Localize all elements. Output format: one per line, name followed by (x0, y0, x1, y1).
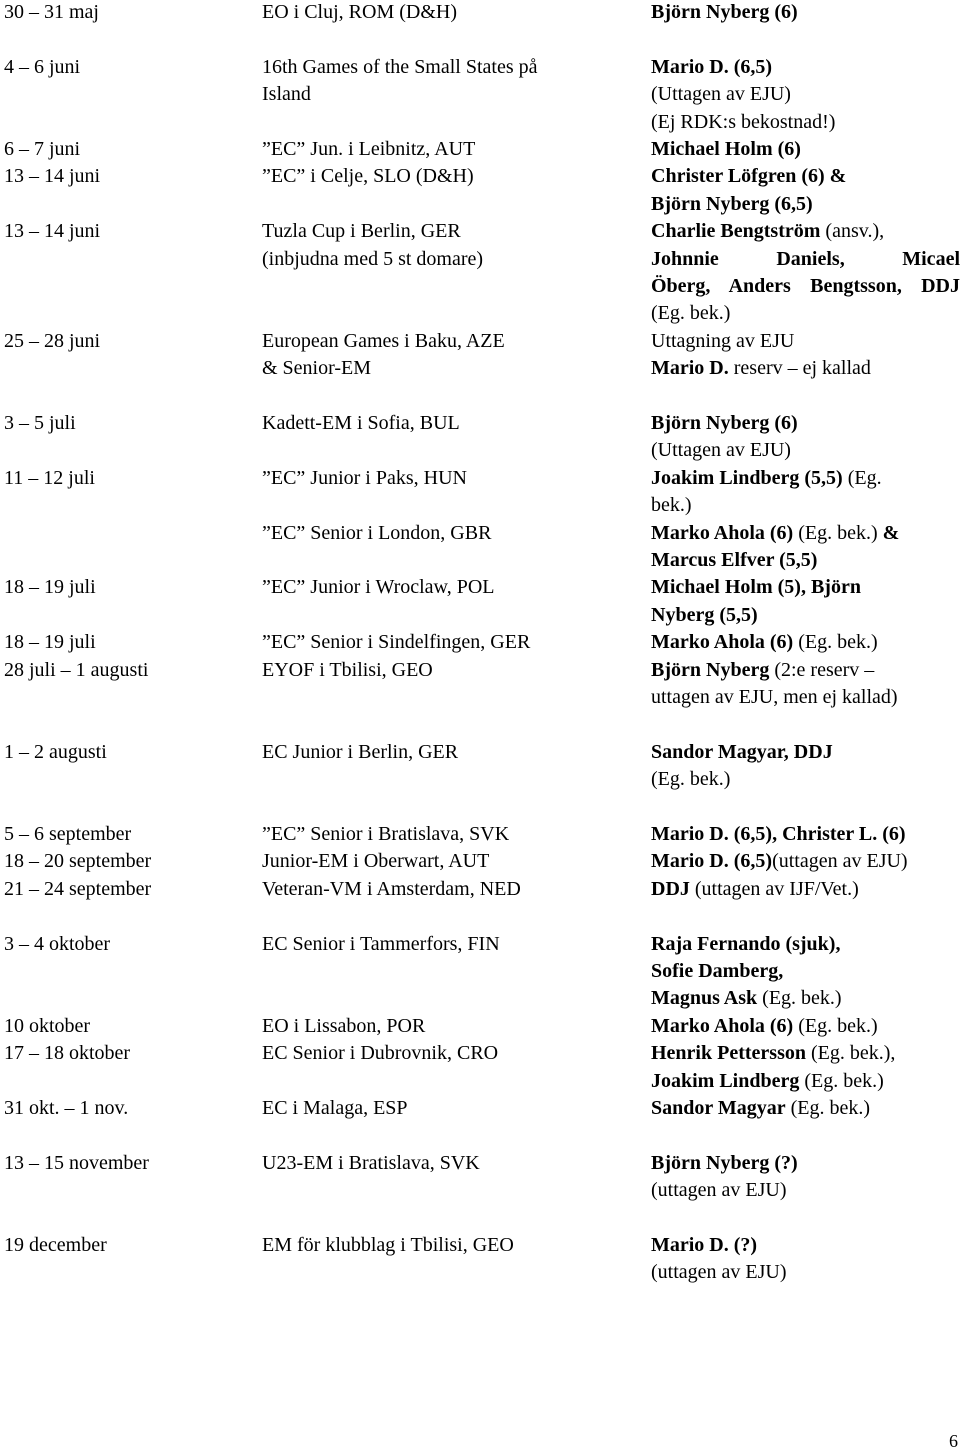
official-note: (Eg. bek.) (793, 631, 878, 654)
official-name: Henrik Pettersson (651, 1042, 806, 1065)
official-line (651, 300, 960, 327)
official-line (651, 739, 960, 766)
official-line (651, 1095, 960, 1122)
official-cell (651, 328, 960, 383)
official-cell (651, 848, 960, 875)
official-line (651, 136, 960, 163)
event-line: ”EC” Junior i Paks, HUN (262, 466, 467, 489)
event-line: EC Junior i Berlin, GER (262, 740, 459, 763)
official-note: (Eg. bek.) (785, 1097, 871, 1119)
date-cell: 19 december (4, 1234, 107, 1256)
event-line: EM för klubblag i Tbilisi, GEO (262, 1234, 514, 1256)
official-line (651, 492, 960, 519)
date-cell: 10 oktober (4, 1014, 91, 1037)
official-cell (651, 574, 960, 629)
official-note: (Eg. bek.) (799, 1069, 884, 1092)
official-line (651, 1259, 960, 1286)
official-name: Sofie Damberg, (651, 960, 784, 982)
event-line: ”EC” Junior i Wroclaw, POL (262, 576, 495, 599)
official-name: Mario D. (?) (651, 1234, 758, 1256)
official-line (651, 465, 960, 492)
date-cell: 18 – 19 juli (4, 576, 96, 599)
event-line: ”EC” i Celje, SLO (D&H) (262, 165, 474, 188)
event-line: ”EC” Jun. i Leibnitz, AUT (262, 138, 476, 160)
official-line (651, 684, 960, 711)
official-line (651, 437, 960, 464)
official-line (651, 985, 960, 1012)
page-number: 6 (949, 1431, 958, 1451)
event-line: ”EC” Senior i Sindelfingen, GER (262, 631, 531, 654)
official-name: Mario D. (6,5) (651, 850, 773, 873)
official-name: Joakim Lindberg (651, 1069, 800, 1092)
official-line (651, 1150, 960, 1177)
official-note: Uttagning av EJU (651, 329, 795, 352)
official-line (651, 54, 960, 81)
event-line: EYOF i Tbilisi, GEO (262, 658, 433, 681)
event-line: Island (262, 83, 311, 106)
official-line (651, 848, 960, 875)
event-cell (262, 136, 642, 163)
event-cell (262, 163, 642, 190)
official-cell (651, 876, 960, 903)
date-cell: 30 – 31 maj (4, 1, 99, 23)
official-cell (651, 136, 960, 163)
event-line: EO i Lissabon, POR (262, 1014, 426, 1037)
official-line (651, 218, 960, 245)
official-cell (651, 629, 960, 656)
event-cell (262, 0, 642, 26)
official-line (651, 81, 960, 108)
event-line: & Senior-EM (262, 357, 372, 380)
event-cell (262, 218, 642, 273)
event-cell (262, 54, 642, 109)
event-line: U23-EM i Bratislava, SVK (262, 1151, 480, 1174)
date-cell: 21 – 24 september (4, 877, 152, 900)
date-cell: 1 – 2 augusti (4, 740, 107, 763)
official-line (651, 629, 960, 656)
date-cell: 3 – 4 oktober (4, 932, 111, 955)
official-note: (Eg. bek.) (757, 987, 842, 1010)
official-cell (651, 739, 960, 794)
official-cell (651, 54, 960, 136)
official-note: bek.) (651, 494, 692, 517)
official-note: (uttagen av IJF/Vet.) (689, 877, 859, 900)
date-cell: 11 – 12 juli (4, 466, 95, 489)
event-line: EC Senior i Tammerfors, FIN (262, 932, 500, 955)
official-name: Björn Nyberg (6,5) (651, 192, 813, 215)
official-line (651, 246, 960, 273)
official-cell (651, 1232, 960, 1287)
official-name: Raja Fernando (sjuk), (651, 932, 841, 955)
official-name: & (882, 521, 900, 544)
official-note: (Eg. bek.) (793, 1014, 878, 1037)
official-line (651, 273, 960, 300)
official-line (651, 602, 960, 629)
event-cell (262, 931, 642, 958)
event-cell (262, 657, 642, 684)
event-cell (262, 328, 642, 383)
official-cell (651, 410, 960, 465)
date-cell: 28 juli – 1 augusti (4, 658, 149, 681)
official-name: Öberg, Anders Bengtsson, DDJ (651, 275, 960, 297)
official-name: Marko Ahola (6) (651, 631, 794, 654)
official-cell (651, 1095, 960, 1122)
official-note: (Eg. bek.), (805, 1042, 896, 1065)
official-line (651, 520, 960, 547)
event-line: Kadett-EM i Sofia, BUL (262, 412, 460, 434)
event-cell (262, 821, 642, 848)
official-line (651, 876, 960, 903)
event-cell (262, 1232, 642, 1259)
date-cell: 18 – 19 juli (4, 631, 96, 654)
official-note: (Eg. bek.) (651, 302, 731, 325)
official-line (651, 821, 960, 848)
event-cell (262, 629, 642, 656)
official-note: (Uttagen av EJU) (651, 439, 791, 462)
official-cell (651, 0, 960, 26)
official-line (651, 1232, 960, 1259)
event-line: ”EC” Senior i London, GBR (262, 521, 492, 544)
event-cell (262, 1013, 642, 1040)
event-cell (262, 739, 642, 766)
event-cell (262, 848, 642, 875)
official-cell (651, 931, 960, 1013)
event-cell (262, 1095, 642, 1122)
official-note: (Eg. (842, 466, 882, 489)
event-cell (262, 1040, 642, 1067)
date-cell: 4 – 6 juni (4, 55, 81, 78)
event-cell (262, 1150, 642, 1177)
event-line: 16th Games of the Small States på (262, 55, 538, 78)
official-name: Sandor Magyar, DDJ (651, 740, 833, 763)
event-line: EC i Malaga, ESP (262, 1097, 408, 1119)
date-cell: 17 – 18 oktober (4, 1042, 131, 1065)
official-line (651, 657, 960, 684)
official-line (651, 109, 960, 136)
official-name: DDJ (651, 877, 690, 900)
official-note: (Ej RDK:s bekostnad!) (651, 110, 836, 133)
official-note: (uttagen av EJU) (651, 1261, 787, 1284)
official-note: (2:e reserv – (769, 658, 875, 681)
date-cell: 3 – 5 juli (4, 412, 76, 434)
official-line (651, 766, 960, 793)
official-cell (651, 465, 960, 520)
event-line: EO i Cluj, ROM (D&H) (262, 1, 457, 23)
official-line (651, 1040, 960, 1067)
event-cell (262, 410, 642, 437)
official-line (651, 958, 960, 985)
official-name: Christer Löfgren (6) & (651, 165, 847, 188)
event-line: Tuzla Cup i Berlin, GER (262, 220, 461, 243)
official-name: Mario D. (6,5) (651, 55, 773, 78)
official-note: (Eg. bek.) (651, 768, 731, 791)
official-line (651, 1068, 960, 1095)
official-cell (651, 520, 960, 575)
official-name: Mario D. (651, 357, 729, 380)
event-cell (262, 465, 642, 492)
official-cell (651, 1013, 960, 1040)
date-cell: 5 – 6 september (4, 823, 132, 845)
official-line (651, 328, 960, 355)
official-name: Björn Nyberg (6) (651, 412, 798, 434)
official-name: Charlie Bengtström (651, 220, 821, 243)
official-name: Björn Nyberg (651, 658, 770, 681)
official-note: uttagen av EJU, men ej kallad) (651, 686, 898, 708)
official-name: Michael Holm (5), Björn (651, 576, 861, 599)
date-cell: 13 – 14 juni (4, 220, 101, 243)
official-name: Nyberg (5,5) (651, 603, 758, 626)
official-name: Marko Ahola (6) (651, 1014, 794, 1037)
official-line (651, 0, 960, 26)
event-line: EC Senior i Dubrovnik, CRO (262, 1042, 499, 1065)
official-note: (uttagen av EJU) (772, 850, 908, 873)
official-note: (uttagen av EJU) (651, 1179, 787, 1202)
event-cell (262, 876, 642, 903)
date-cell: 25 – 28 juni (4, 329, 101, 352)
official-cell (651, 821, 960, 848)
official-note: (ansv.), (820, 220, 885, 243)
date-cell: 18 – 20 september (4, 850, 152, 873)
official-line (651, 163, 960, 190)
date-cell: 31 okt. – 1 nov. (4, 1097, 129, 1119)
official-cell (651, 1150, 960, 1205)
official-name: Sandor Magyar (651, 1097, 786, 1119)
official-name: Marko Ahola (6) (651, 521, 794, 544)
event-line: Junior-EM i Oberwart, AUT (262, 850, 490, 873)
official-name: Mario D. (6,5), Christer L. (6) (651, 823, 906, 845)
official-name: Joakim Lindberg (5,5) (651, 466, 843, 489)
official-cell (651, 1040, 960, 1095)
official-line (651, 191, 960, 218)
event-line: Veteran-VM i Amsterdam, NED (262, 877, 521, 900)
official-name: Björn Nyberg (6) (651, 1, 798, 23)
official-name: Björn Nyberg (?) (651, 1151, 798, 1174)
date-cell: 13 – 14 juni (4, 165, 101, 188)
official-line (651, 931, 960, 958)
event-cell (262, 520, 642, 547)
event-line: ”EC” Senior i Bratislava, SVK (262, 823, 510, 845)
event-cell (262, 574, 642, 601)
official-line (651, 355, 960, 382)
official-line (651, 1177, 960, 1204)
official-line (651, 574, 960, 601)
official-note: (Eg. bek.) (793, 521, 883, 544)
official-name: Michael Holm (6) (651, 138, 801, 160)
official-note: (Uttagen av EJU) (651, 83, 791, 106)
date-cell: 6 – 7 juni (4, 138, 81, 160)
official-line (651, 1013, 960, 1040)
official-line (651, 410, 960, 437)
date-cell: 13 – 15 november (4, 1151, 149, 1174)
official-line (651, 547, 960, 574)
official-note: reserv – ej kallad (728, 357, 871, 380)
official-cell (651, 218, 960, 328)
event-line: European Games i Baku, AZE (262, 329, 505, 352)
event-line: (inbjudna med 5 st domare) (262, 247, 484, 270)
official-cell (651, 657, 960, 712)
official-name: Marcus Elfver (5,5) (651, 549, 818, 571)
official-name: Magnus Ask (651, 987, 758, 1010)
official-cell (651, 163, 960, 218)
official-name: Johnnie Daniels, Micael (651, 247, 960, 270)
